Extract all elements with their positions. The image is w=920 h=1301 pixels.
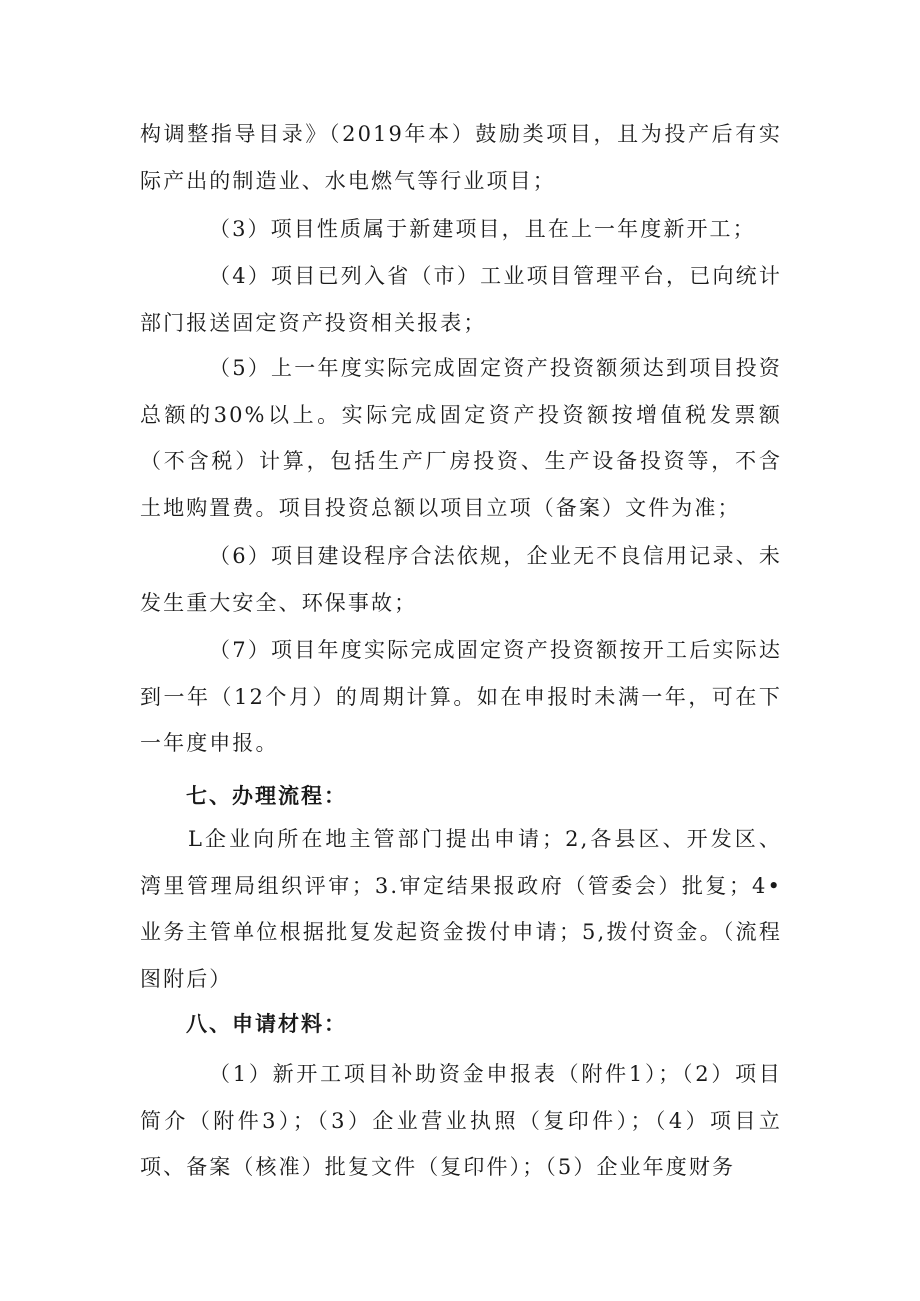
paragraph-condition-7: （7）项目年度实际完成固定资产投资额按开工后实际达到一年（12个月）的周期计算。如在申报时未满一年，可在下一年度申报。 <box>140 638 782 755</box>
paragraph-condition-5: （5）上一年度实际完成固定资产投资额须达到项目投资总额的30%以上。实际完成固定资产投资额按增值税发票额（不含税）计算，包括生产厂房投资、生产设备投资等，不含土地购置费。项目投资总额以项目立项（备案）文件为准； <box>140 356 782 520</box>
paragraph-condition-6: （6）项目建设程序合法依规，企业无不良信用记录、未发生重大安全、环保事故； <box>140 544 782 615</box>
section-heading-materials: 八、申请材料： <box>186 1012 347 1036</box>
paragraph-condition-3: （3）项目性质属于新建项目，且在上一年度新开工； <box>209 217 756 241</box>
paragraph-materials-list: （1）新开工项目补助资金申报表（附件1）；（2）项目简介（附件3）；（3）企业营业执照（复印件）；（4）项目立项、备案（核准）批复文件（复印件）；（5）企业年度财务 <box>140 1062 782 1179</box>
paragraph-catalog-continuation: 构调整指导目录》（2019年本）鼓励类项目，且为投产后有实际产出的制造业、水电燃气等行业项目； <box>140 122 782 193</box>
paragraph-condition-4: （4）项目已列入省（市）工业项目管理平台，已向统计部门报送固定资产投资相关报表； <box>140 264 782 335</box>
paragraph-process-steps: L企业向所在地主管部门提出申请；2,各县区、开发区、湾里管理局组织评审；3.审定结果报政府（管委会）批复；4•业务主管单位根据批复发起资金拨付申请；5,拨付资金。（流程图附后） <box>140 827 782 991</box>
section-heading-process: 七、办理流程： <box>186 784 347 808</box>
